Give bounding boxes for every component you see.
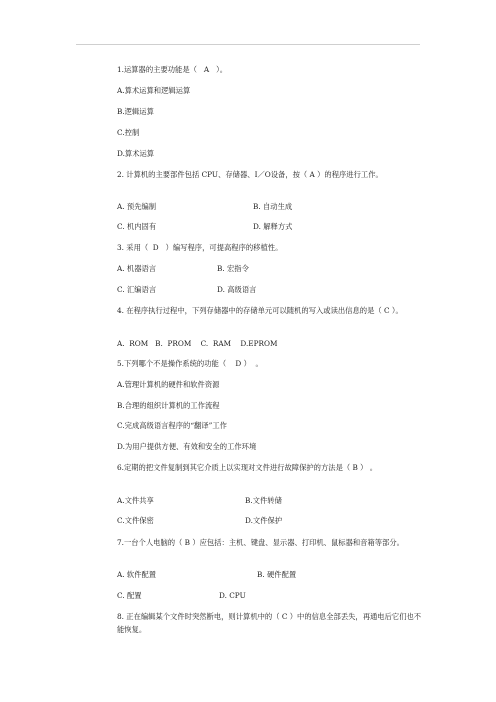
option-a: A. 软件配置 (117, 570, 157, 579)
option-row (117, 263, 425, 284)
question-stem: 6.定期的把文件复制到其它介质上以实现对文件进行故障保护的方法是（ B ） 。 (117, 463, 378, 472)
option-d: D.算术运算 (117, 149, 155, 158)
option-row (117, 515, 425, 536)
option-row (117, 590, 425, 610)
question-stem: 3. 采用（ D ）编写程序，可提高程序的移植性。 (117, 243, 283, 252)
option-c: C. 机内固有 (117, 222, 157, 231)
option-d: D. 解释方式 (253, 222, 293, 231)
question-8 (117, 610, 425, 636)
option-row (117, 569, 425, 590)
question-stem: 2. 计算机的主要部件包括 CPU、存储器、I／O设备，按（ A ）的程序进行工作。 (117, 170, 383, 179)
option-b: B. 硬件配置 (257, 570, 297, 579)
option-a: A.管理计算机的硬件和软件资源 (117, 380, 220, 389)
question-stem: 1.运算器的主要功能是（ A ）。 (117, 65, 228, 74)
option-b: B.合理的组织计算机的工作流程 (117, 401, 220, 410)
question-1 (117, 64, 425, 168)
question-3 (117, 242, 425, 304)
option-a: A. 预先编制 (117, 202, 157, 211)
option-b: B. 自动生成 (253, 202, 293, 211)
option-b: B.文件转储 (245, 496, 282, 505)
option-row (117, 284, 425, 304)
option-line: A. ROM B. PROM C. RAM D.EPROM (117, 339, 278, 348)
option-row (117, 221, 425, 242)
option-a: A. 机器语言 (117, 264, 157, 273)
option-row (117, 495, 425, 515)
option-a: A.算术运算和逻辑运算 (117, 86, 191, 95)
option-c: C. 配置 (117, 591, 142, 600)
option-d: D.为用户提供方便、有效和安全的工作环境 (117, 442, 257, 451)
question-5 (117, 358, 425, 461)
question-stem: 4. 在程序执行过程中，下列存储器中的存储单元可以随机的写入或读出信息的是（ C ）。 (117, 306, 403, 315)
option-d: D. 高级语言 (217, 285, 257, 294)
option-b: B.逻辑运算 (117, 107, 154, 116)
question-7 (117, 536, 425, 610)
option-c: C.完成高级语言程序的“翻译”工作 (117, 421, 227, 430)
option-d: D.文件保护 (245, 516, 283, 525)
question-2 (117, 168, 425, 242)
option-d: D. CPU (219, 591, 246, 600)
question-6 (117, 461, 425, 536)
option-c: C.控制 (117, 128, 140, 137)
question-stem: 7.一台个人电脑的（ B ）应包括：主机、键盘、显示器、打印机、鼠标器和音箱等部分。 (117, 538, 404, 547)
option-b: B. 宏指令 (217, 264, 249, 273)
question-stem: 8. 正在编辑某个文件时突然断电，则计算机中的（ C ）中的信息全部丢失，再通电后它们也不能恢复。 (117, 612, 422, 634)
header-rule (76, 44, 420, 45)
option-c: C.文件保密 (117, 516, 154, 525)
question-4 (117, 304, 425, 358)
option-row (117, 201, 425, 221)
question-stem: 5.下列哪个不是操作系统的功能（ D ） 。 (117, 359, 263, 368)
option-c: C. 汇编语言 (117, 285, 157, 294)
question-list (117, 64, 425, 636)
option-a: A.文件共享 (117, 496, 154, 505)
